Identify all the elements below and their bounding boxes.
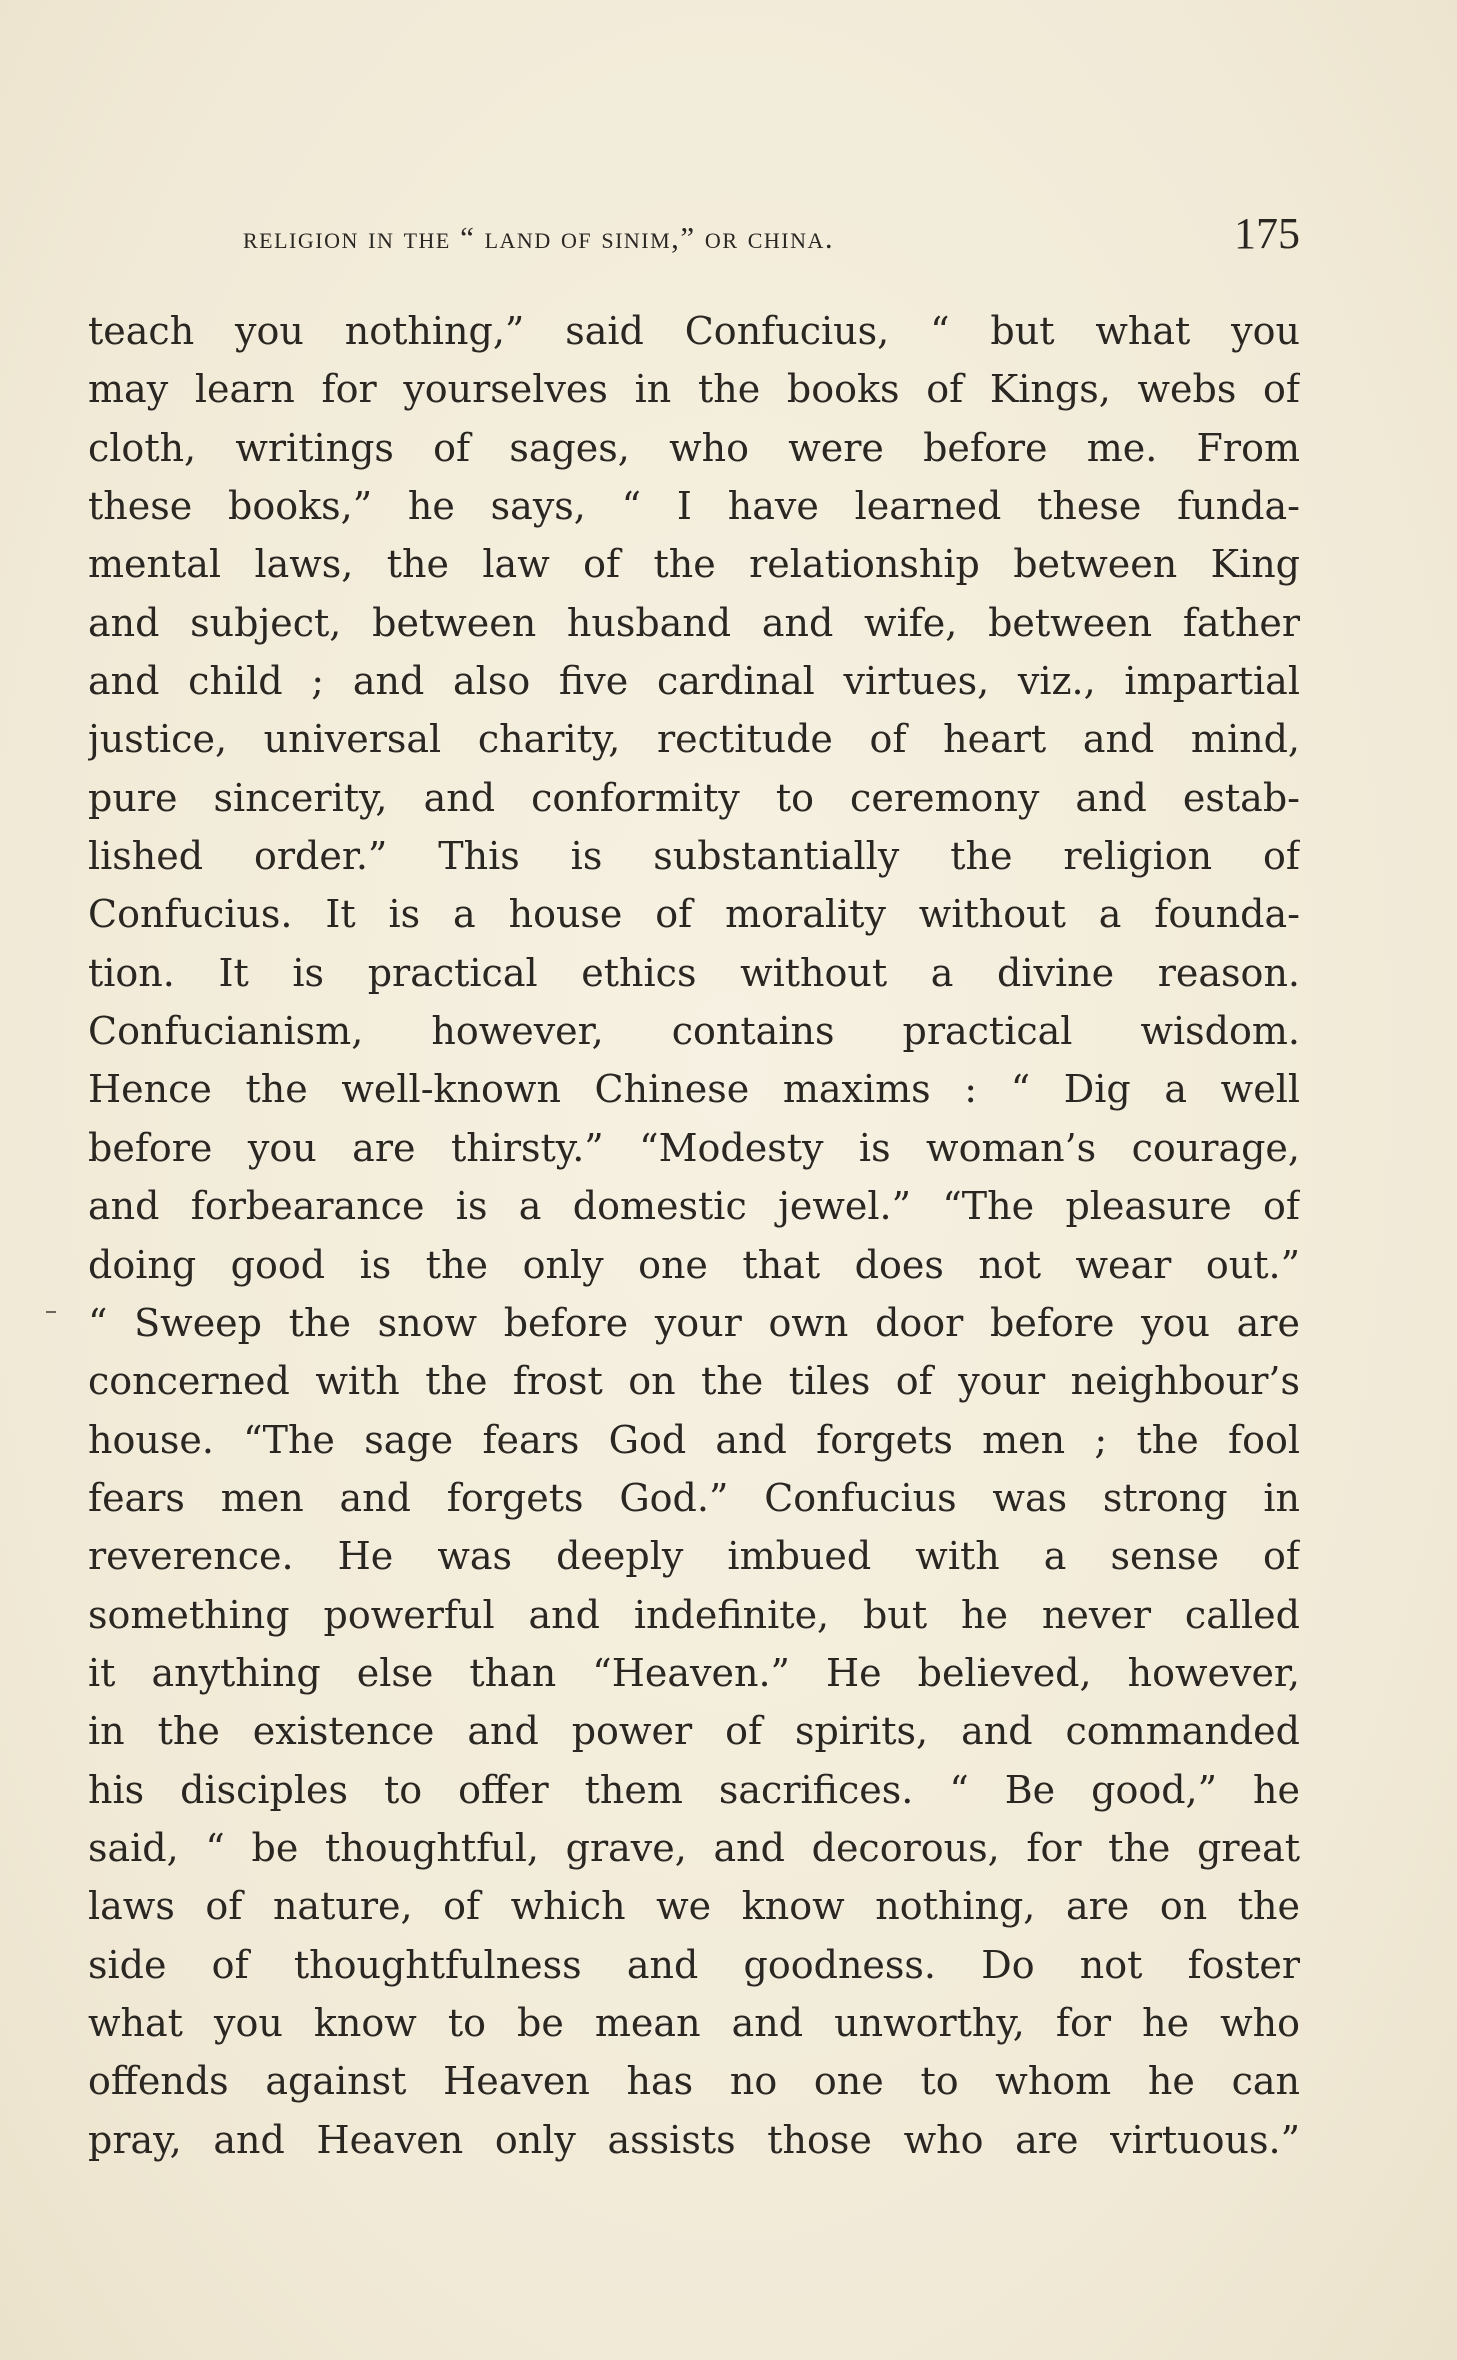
text-line: cloth, writings of sages, who were before me. From xyxy=(88,425,1300,470)
running-head xyxy=(88,208,1300,268)
text-line: reverence. He was deeply imbued with a sense of xyxy=(88,1534,1300,1579)
running-title: religion in the “ land of sinim,” or china. xyxy=(243,220,835,255)
text-line: what you know to be mean and unworthy, for he who xyxy=(88,2000,1300,2045)
text-line: his disciples to offer them sacrifices. “ Be good,” he xyxy=(88,1767,1300,1812)
text-line: and child ; and also five cardinal virtues, viz., impartial xyxy=(88,659,1300,704)
text-line: before you are thirsty.” “Modesty is woman’s courage, xyxy=(88,1125,1300,1170)
text-line: Confucius. It is a house of morality without a founda- xyxy=(88,892,1300,937)
text-line: may learn for yourselves in the books of Kings, webs of xyxy=(88,367,1300,412)
text-line: these books,” he says, “ I have learned these funda- xyxy=(88,484,1300,529)
text-line: it anything else than “Heaven.” He believed, however, xyxy=(88,1650,1300,1695)
text-line: concerned with the frost on the tiles of your neighbour’s xyxy=(88,1359,1300,1404)
page-number: 175 xyxy=(1234,209,1300,258)
text-line: lished order.” This is substantially the religion of xyxy=(88,834,1300,879)
text-line: something powerful and indefinite, but he never called xyxy=(88,1592,1300,1637)
text-line: “ Sweep the snow before your own door before you are xyxy=(88,1300,1300,1345)
text-line: tion. It is practical ethics without a divine reason. xyxy=(88,950,1300,995)
text-line: Hence the well-known Chinese maxims : “ Dig a well xyxy=(88,1067,1300,1112)
text-line: doing good is the only one that does not wear out.” xyxy=(88,1242,1300,1287)
body-text xyxy=(88,302,1300,2169)
text-line: Confucianism, however, contains practical wisdom. xyxy=(88,1009,1300,1054)
text-line: justice, universal charity, rectitude of heart and mind, xyxy=(88,717,1300,762)
text-line: house. “The sage fears God and forgets men ; the fool xyxy=(88,1417,1300,1462)
text-line: teach you nothing,” said Confucius, “ but what you xyxy=(88,309,1300,353)
text-line: side of thoughtfulness and goodness. Do not foster xyxy=(88,1942,1300,1987)
text-line: laws of nature, of which we know nothing, are on the xyxy=(88,1884,1300,1929)
text-line: pure sincerity, and conformity to ceremony and estab- xyxy=(88,775,1300,820)
text-line: and forbearance is a domestic jewel.” “The pleasure of xyxy=(88,1184,1300,1229)
text-line: and subject, between husband and wife, between father xyxy=(88,600,1300,645)
text-line: fears men and forgets God.” Confucius was strong in xyxy=(88,1475,1300,1520)
text-line: pray, and Heaven only assists those who are virtuous.” xyxy=(88,2117,1300,2162)
text-line: mental laws, the law of the relationship between King xyxy=(88,542,1300,587)
text-line: in the existence and power of spirits, and commanded xyxy=(88,1709,1300,1754)
text-line: said, “ be thoughtful, grave, and decorous, for the great xyxy=(88,1825,1300,1870)
text-line: offends against Heaven has no one to whom he can xyxy=(88,2059,1300,2104)
margin-dash xyxy=(46,1311,56,1313)
